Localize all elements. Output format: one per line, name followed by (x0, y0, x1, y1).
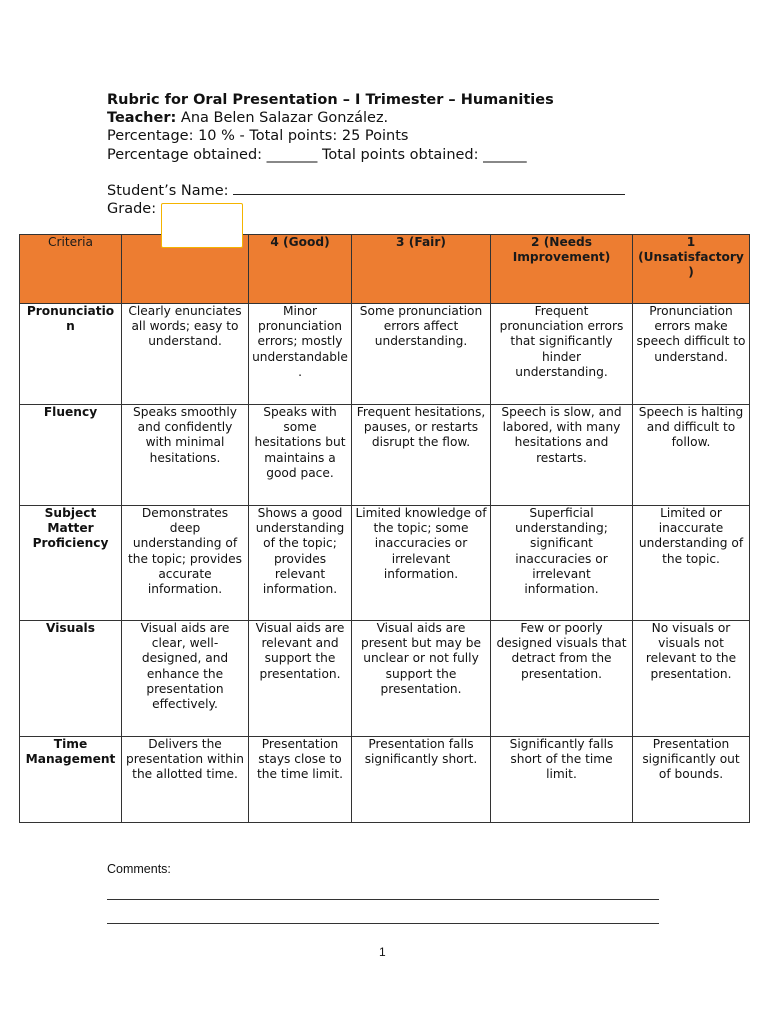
table-cell: Limited or inaccurate understanding of the topic. (633, 506, 750, 621)
table-cell: Limited knowledge of the topic; some inaccuracies or irrelevant information. (352, 506, 491, 621)
document-header (107, 91, 667, 164)
comment-line-1[interactable] (107, 899, 659, 900)
table-cell: Visual aids are present but may be unclear or not fully support the presentation. (352, 621, 491, 737)
table-row (20, 304, 750, 405)
criterion-fluency: Fluency (20, 405, 122, 506)
table-cell: Visual aids are clear, well-designed, and enhance the presentation effectively. (122, 621, 249, 737)
teacher-name: Ana Belen Salazar González. (180, 110, 389, 127)
table-cell: No visuals or visuals not relevant to the presentation. (633, 621, 750, 737)
rubric-header-row (20, 235, 750, 304)
grade-input-box[interactable] (161, 203, 243, 248)
table-cell: Superficial understanding; significant inaccuracies or irrelevant information. (491, 506, 633, 621)
student-name-label: Student’s Name: (107, 183, 229, 199)
page-number: 1 (379, 945, 386, 959)
table-cell: Clearly enunciates all words; easy to understand. (122, 304, 249, 405)
table-cell: Few or poorly designed visuals that detract from the presentation. (491, 621, 633, 737)
table-cell: Some pronunciation errors affect understanding. (352, 304, 491, 405)
table-cell: Speech is halting and difficult to follow. (633, 405, 750, 506)
table-cell: Presentation stays close to the time limit. (249, 737, 352, 823)
table-cell: Visual aids are relevant and support the presentation. (249, 621, 352, 737)
header-score-2: 2 (Needs Improvement) (491, 235, 633, 304)
document-title: Rubric for Oral Presentation – I Trimester – Humanities (107, 92, 554, 108)
criterion-pronunciation: Pronunciation (20, 304, 122, 405)
obtained-line: Percentage obtained: _______ Total points obtained: ______ (107, 146, 527, 163)
percentage-line: Percentage: 10 % - Total points: 25 Points (107, 128, 409, 145)
teacher-label: Teacher: (107, 110, 177, 127)
comments-label: Comments: (107, 862, 171, 876)
header-criteria: Criteria (20, 235, 122, 304)
table-cell: Frequent pronunciation errors that significantly hinder understanding. (491, 304, 633, 405)
student-name-blank[interactable] (233, 182, 625, 195)
criterion-visuals: Visuals (20, 621, 122, 737)
table-cell: Speaks smoothly and confidently with minimal hesitations. (122, 405, 249, 506)
table-cell: Speech is slow, and labored, with many hesitations and restarts. (491, 405, 633, 506)
table-cell: Speaks with some hesitations but maintains a good pace. (249, 405, 352, 506)
table-row (20, 506, 750, 621)
rubric-table (19, 234, 750, 823)
table-cell: Shows a good understanding of the topic; provides relevant information. (249, 506, 352, 621)
table-cell: Demonstrates deep understanding of the topic; provides accurate information. (122, 506, 249, 621)
table-row (20, 737, 750, 823)
student-name-line (107, 182, 667, 200)
criterion-time-management: Time Management (20, 737, 122, 823)
table-cell: Significantly falls short of the time limit. (491, 737, 633, 823)
grade-label: Grade: (107, 201, 157, 218)
table-row (20, 405, 750, 506)
table-cell: Pronunciation errors make speech difficult to understand. (633, 304, 750, 405)
header-score-1: 1 (Unsatisfactory) (633, 235, 750, 304)
table-cell: Minor pronunciation errors; mostly understandable. (249, 304, 352, 405)
comment-line-2[interactable] (107, 923, 659, 924)
table-row (20, 621, 750, 737)
header-score-3: 3 (Fair) (352, 235, 491, 304)
table-cell: Presentation falls significantly short. (352, 737, 491, 823)
header-score-4: 4 (Good) (249, 235, 352, 304)
criterion-subject-matter: Subject Matter Proficiency (20, 506, 122, 621)
table-cell: Frequent hesitations, pauses, or restarts disrupt the flow. (352, 405, 491, 506)
table-cell: Delivers the presentation within the allotted time. (122, 737, 249, 823)
teacher-line (107, 109, 667, 127)
table-cell: Presentation significantly out of bounds. (633, 737, 750, 823)
